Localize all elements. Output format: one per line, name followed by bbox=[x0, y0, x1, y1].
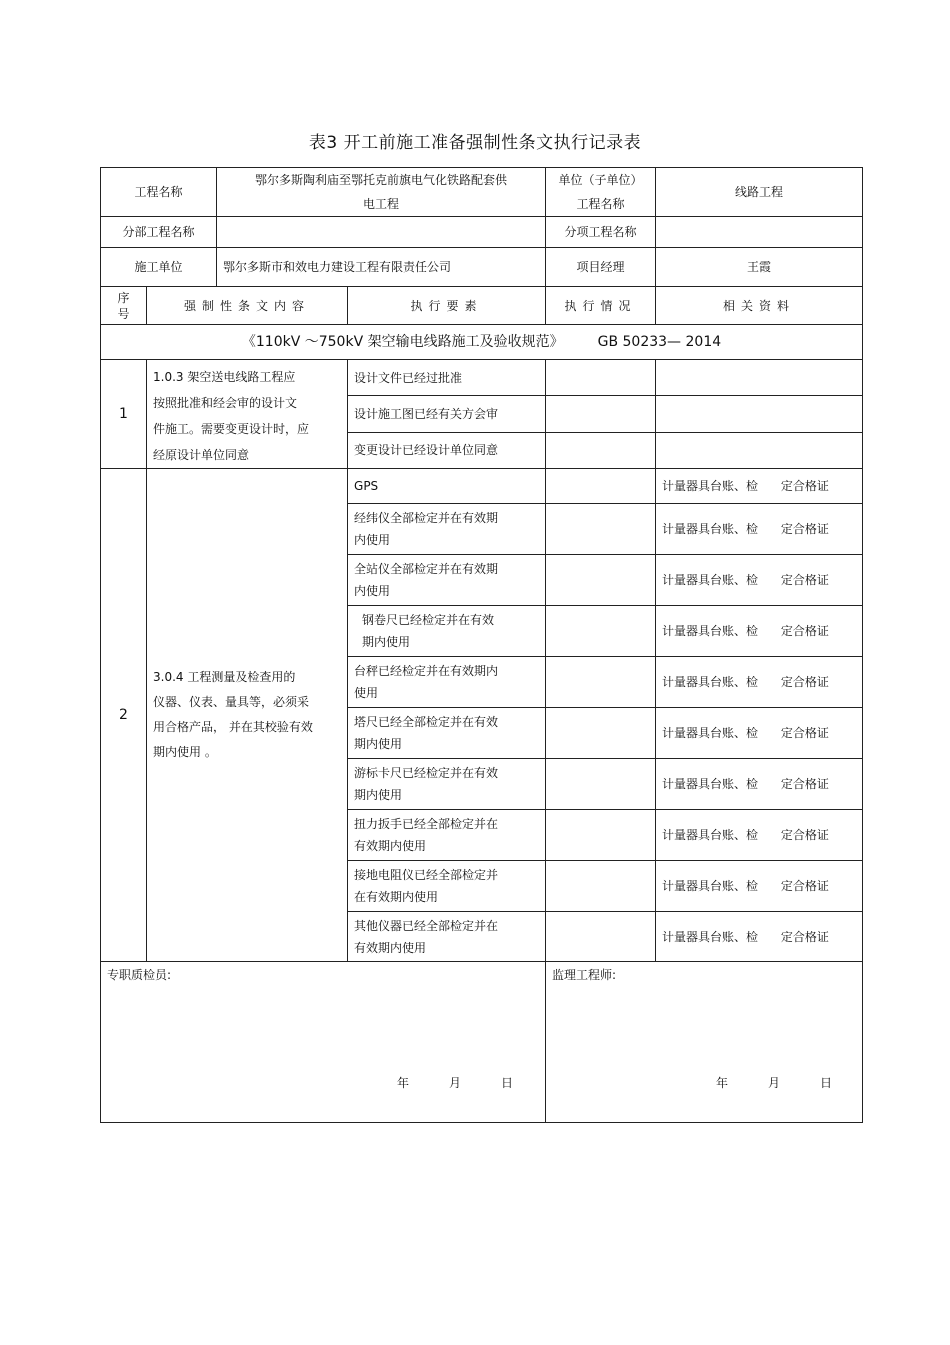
clause-line: 1.0.3 架空送电线路工程应 bbox=[153, 370, 296, 384]
date-day: 日 bbox=[501, 1076, 514, 1090]
material-cell bbox=[656, 432, 863, 468]
requirement-cell bbox=[348, 861, 546, 912]
table-row bbox=[101, 360, 863, 396]
item-project-label: 分项工程名称 bbox=[546, 217, 656, 248]
requirement-line: 扭力扳手已经全部检定并在 bbox=[354, 817, 499, 831]
date-year: 年 bbox=[716, 1076, 729, 1090]
status-cell[interactable] bbox=[546, 555, 656, 606]
col-seq-line2: 号 bbox=[117, 306, 130, 321]
requirement-line: 内使用 bbox=[354, 584, 391, 598]
requirement-line: 全站仪全部检定并在有效期 bbox=[354, 562, 499, 576]
project-name-line2: 电工程 bbox=[363, 197, 400, 211]
col-materials: 相关资料 bbox=[656, 287, 863, 325]
date-year: 年 bbox=[397, 1076, 410, 1090]
status-cell[interactable] bbox=[546, 606, 656, 657]
status-cell[interactable] bbox=[546, 432, 656, 468]
unit-label bbox=[546, 168, 656, 217]
requirement-line: 台秤已经检定并在有效期内 bbox=[354, 664, 499, 678]
requirement-line: 游标卡尺已经检定并在有效 bbox=[354, 766, 499, 780]
item-project-value[interactable] bbox=[656, 217, 863, 248]
requirement-line: 使用 bbox=[354, 686, 379, 700]
clause-text bbox=[147, 360, 348, 469]
status-cell[interactable] bbox=[546, 504, 656, 555]
standard-row bbox=[101, 325, 863, 360]
inspector-signature[interactable] bbox=[101, 962, 546, 1123]
material-cell: 计量器具台账、检 定合格证 bbox=[656, 759, 863, 810]
unit-value: 线路工程 bbox=[656, 168, 863, 217]
project-name-row bbox=[101, 168, 863, 217]
requirement-cell bbox=[348, 759, 546, 810]
record-table bbox=[100, 167, 863, 1123]
standard-title bbox=[101, 325, 863, 360]
clause-line: 经原设计单位同意 bbox=[153, 448, 250, 462]
project-name-value bbox=[217, 168, 546, 217]
signature-row bbox=[101, 962, 863, 1123]
standard-code: GB 50233— 2014 bbox=[597, 334, 722, 350]
requirement-cell: 设计文件已经过批准 bbox=[348, 360, 546, 396]
status-cell[interactable] bbox=[546, 396, 656, 432]
sub-project-row bbox=[101, 217, 863, 248]
inspector-label: 专职质检员: bbox=[107, 968, 172, 982]
requirement-cell bbox=[348, 469, 546, 504]
col-status: 执行情况 bbox=[546, 287, 656, 325]
table-row bbox=[101, 469, 863, 504]
clause-text bbox=[147, 469, 348, 962]
column-header-row bbox=[101, 287, 863, 325]
requirement-cell: 设计施工图已经有关方会审 bbox=[348, 396, 546, 432]
requirement-line: 钢卷尺已经检定并在有效 bbox=[362, 613, 495, 627]
col-seq-line1: 序 bbox=[117, 290, 130, 305]
row-seq: 2 bbox=[101, 469, 147, 962]
status-cell[interactable] bbox=[546, 469, 656, 504]
requirement-cell bbox=[348, 555, 546, 606]
clause-line: 按照批准和经会审的设计文 bbox=[153, 396, 298, 410]
requirement-cell bbox=[348, 810, 546, 861]
requirement-cell: 变更设计已经设计单位同意 bbox=[348, 432, 546, 468]
supervisor-date bbox=[696, 1072, 852, 1094]
clause-line: 件施工。需要变更设计时，应 bbox=[153, 422, 310, 436]
requirement-line: 有效期内使用 bbox=[354, 839, 427, 853]
material-cell bbox=[656, 360, 863, 396]
inspector-date bbox=[377, 1072, 533, 1094]
requirement-cell bbox=[348, 657, 546, 708]
requirement-line: 有效期内使用 bbox=[354, 940, 427, 955]
material-cell: 计量器具台账、检 定合格证 bbox=[656, 810, 863, 861]
sub-project-label: 分部工程名称 bbox=[101, 217, 217, 248]
material-cell: 计量器具台账、检 定合格证 bbox=[656, 657, 863, 708]
requirement-cell bbox=[348, 504, 546, 555]
clause-line: 3.0.4 工程测量及检查用的 bbox=[153, 670, 296, 684]
supervisor-label: 监理工程师: bbox=[552, 968, 617, 982]
requirement-line: GPS bbox=[354, 479, 379, 493]
supervisor-signature[interactable] bbox=[546, 962, 863, 1123]
manager-label: 项目经理 bbox=[546, 248, 656, 287]
material-cell: 计量器具台账、检 定合格证 bbox=[656, 469, 863, 504]
row-seq: 1 bbox=[101, 360, 147, 469]
project-name-line1: 鄂尔多斯陶利庙至鄂托克前旗电气化铁路配套供 bbox=[255, 173, 508, 187]
status-cell[interactable] bbox=[546, 708, 656, 759]
clause-line: 仪器、仪表、量具等，必须采 bbox=[153, 695, 310, 709]
clause-line: 期内使用 。 bbox=[153, 745, 217, 759]
project-name-label: 工程名称 bbox=[101, 168, 217, 217]
material-cell: 计量器具台账、检 定合格证 bbox=[656, 504, 863, 555]
status-cell[interactable] bbox=[546, 861, 656, 912]
construction-unit-label: 施工单位 bbox=[101, 248, 217, 287]
material-cell: 计量器具台账、检 定合格证 bbox=[656, 708, 863, 759]
status-cell[interactable] bbox=[546, 810, 656, 861]
requirement-line: 塔尺已经全部检定并在有效 bbox=[354, 715, 499, 729]
construction-unit-value: 鄂尔多斯市和效电力建设工程有限责任公司 bbox=[217, 248, 546, 287]
requirement-line: 在有效期内使用 bbox=[354, 890, 439, 904]
sub-project-value[interactable] bbox=[217, 217, 546, 248]
material-cell: 计量器具台账、检 定合格证 bbox=[656, 912, 863, 962]
unit-label-line1: 单位（子单位） bbox=[558, 173, 643, 187]
date-day: 日 bbox=[820, 1076, 833, 1090]
requirement-line: 接地电阻仪已经全部检定并 bbox=[354, 868, 499, 882]
status-cell[interactable] bbox=[546, 657, 656, 708]
manager-value: 王霞 bbox=[656, 248, 863, 287]
material-cell: 计量器具台账、检 定合格证 bbox=[656, 606, 863, 657]
status-cell[interactable] bbox=[546, 912, 656, 962]
requirement-line: 期内使用 bbox=[354, 737, 403, 751]
construction-unit-row bbox=[101, 248, 863, 287]
status-cell[interactable] bbox=[546, 360, 656, 396]
col-content: 强制性条文内容 bbox=[147, 287, 348, 325]
clause-line: 用合格产品， 并在其校验有效 bbox=[153, 720, 313, 734]
material-cell bbox=[656, 396, 863, 432]
unit-label-line2: 工程名称 bbox=[576, 197, 625, 211]
requirement-line: 经纬仪全部检定并在有效期 bbox=[354, 511, 499, 525]
col-requirement: 执行要素 bbox=[348, 287, 546, 325]
material-cell: 计量器具台账、检 定合格证 bbox=[656, 555, 863, 606]
standard-name: 《110kV ～750kV 架空输电线路施工及验收规范》 bbox=[241, 334, 564, 350]
date-month: 月 bbox=[449, 1076, 462, 1090]
requirement-line: 其他仪器已经全部检定并在 bbox=[354, 918, 499, 933]
requirement-line: 期内使用 bbox=[362, 635, 411, 649]
col-seq bbox=[101, 287, 147, 325]
requirement-line: 内使用 bbox=[354, 533, 391, 547]
status-cell[interactable] bbox=[546, 759, 656, 810]
requirement-cell bbox=[348, 708, 546, 759]
requirement-line: 期内使用 bbox=[354, 788, 403, 802]
material-cell: 计量器具台账、检 定合格证 bbox=[656, 861, 863, 912]
requirement-cell bbox=[348, 912, 546, 962]
requirement-cell bbox=[348, 606, 546, 657]
page-title: 表3 开工前施工准备强制性条文执行记录表 bbox=[308, 133, 642, 153]
date-month: 月 bbox=[768, 1076, 781, 1090]
